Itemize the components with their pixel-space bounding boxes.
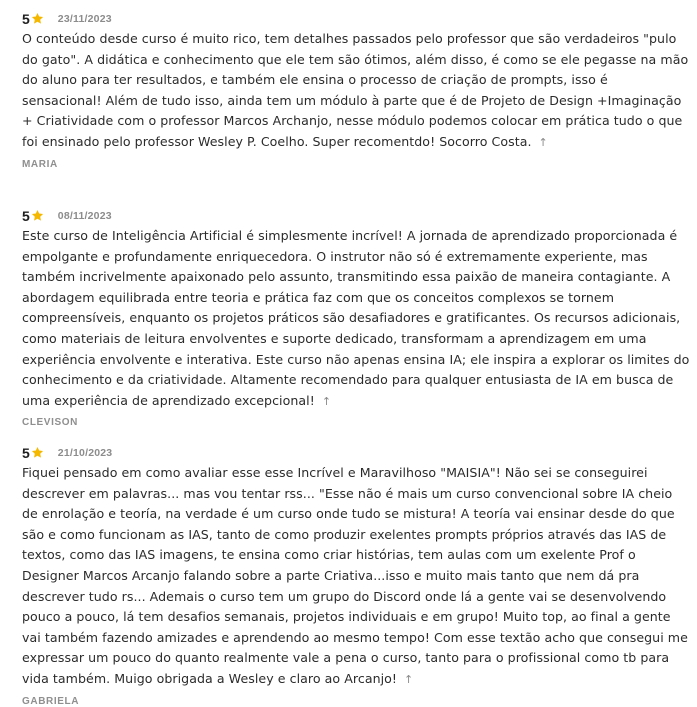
review-item xyxy=(22,444,691,707)
review-date: 23/11/2023 xyxy=(57,13,112,25)
review-author: GABRIELA xyxy=(22,695,80,707)
star-icon xyxy=(31,12,44,25)
review-text xyxy=(22,29,691,154)
arrow-up-icon[interactable]: ↑ xyxy=(321,394,332,408)
review-author: MARIA xyxy=(22,158,58,170)
review-author: CLEVISON xyxy=(22,417,78,429)
arrow-up-icon[interactable]: ↑ xyxy=(404,672,414,686)
review-header xyxy=(22,10,691,28)
review-date: 21/10/2023 xyxy=(57,447,113,459)
review-text xyxy=(22,463,691,691)
rating-value: 5 xyxy=(22,208,30,224)
review-body: Este curso de Inteligência Artificial é simplesmente incrível! A jornada de aprendizado proporcionada é empolgante e profundamente enriquecedora. O instrutor não só é extremamente experiente, mas também incrivelmente apaixonado pelo assunto, transmitindo essa paixão de maneira contagiante. A abordagem equilibrada entre teoria e prática faz com que os conceitos complexos se tornem compreensíveis, enquanto os projetos práticos são desafiadores e gratificantes. Os recursos adicionais, como materiais de leitura envolventes e suporte dedicado, transformam a aprendizagem em uma experiência envolvente e interativa. Este curso não apenas ensina IA; ele inspira a explorar os limites do conhecimento e da criatividade. Altamente recomendado para qualquer entusiasta de IA em busca de uma experiência de aprendizado excepcional! xyxy=(22,228,690,408)
review-header xyxy=(22,444,691,462)
review-item xyxy=(22,207,691,428)
star-icon xyxy=(31,446,44,459)
review-header xyxy=(22,207,691,225)
rating-value: 5 xyxy=(22,445,30,461)
review-date: 08/11/2023 xyxy=(57,210,112,222)
review-item xyxy=(22,10,691,170)
review-body: O conteúdo desde curso é muito rico, tem detalhes passados pelo professor que são verdadeiros "pulo do gato". A didática e conhecimento que ele tem são ótimos, além disso, é como se ele pegasse na mão do aluno para ter resultados, e também ele ensina o processo de criação de prompts, isso é sensacional! Além de tudo isso, ainda tem um módulo à parte que é de Projeto de Design +Imaginação + Criatividade com o professor Marcos Archanjo, nesse módulo podemos colocar em prática tudo o que foi ensinado pelo professor Wesley P. Coelho. Super recomentdo! Socorro Costa. xyxy=(22,31,689,149)
rating-value: 5 xyxy=(22,11,30,27)
arrow-up-icon[interactable]: ↑ xyxy=(538,135,548,149)
review-text xyxy=(22,226,691,412)
star-icon xyxy=(31,209,44,222)
review-body: Fiquei pensado em como avaliar esse esse Incrível e Maravilhoso "MAISIA"! Não sei se conseguirei descrever em palavras... mas vou tentar rss... "Esse não é mais um curso convencional sobre IA cheio de enrolação e teoría, na verdade é um curso onde tudo se mistura! A teoría vai ensinar desde do que são e como funcionam as IAS, tanto de como produzir exelentes prompts próprios através das IAS de textos, como das IAS imagens, te ensina como criar histórias, tem aulas com um exelente Prof o Designer Marcos Arcanjo falando sobre a parte Criativa...isso e muito mais tanto que nem dá pra descrever tudo rs... Ademais o curso tem um grupo do Discord onde lá a gente vai se desenvolvendo pouco a pouco, lá tem desafios semanais, projetos individuais e em grupo! Muito top, ao final a gente vai também fazendo amizades e aprendendo ao mesmo tempo! Com esse textão acho que consegui me expressar um pouco do quanto realmente vale a pena o curso, tanto para o profissional como tb para vida também. Muigo obrigada a Wesley e claro ao Arcanjo! xyxy=(22,465,688,686)
